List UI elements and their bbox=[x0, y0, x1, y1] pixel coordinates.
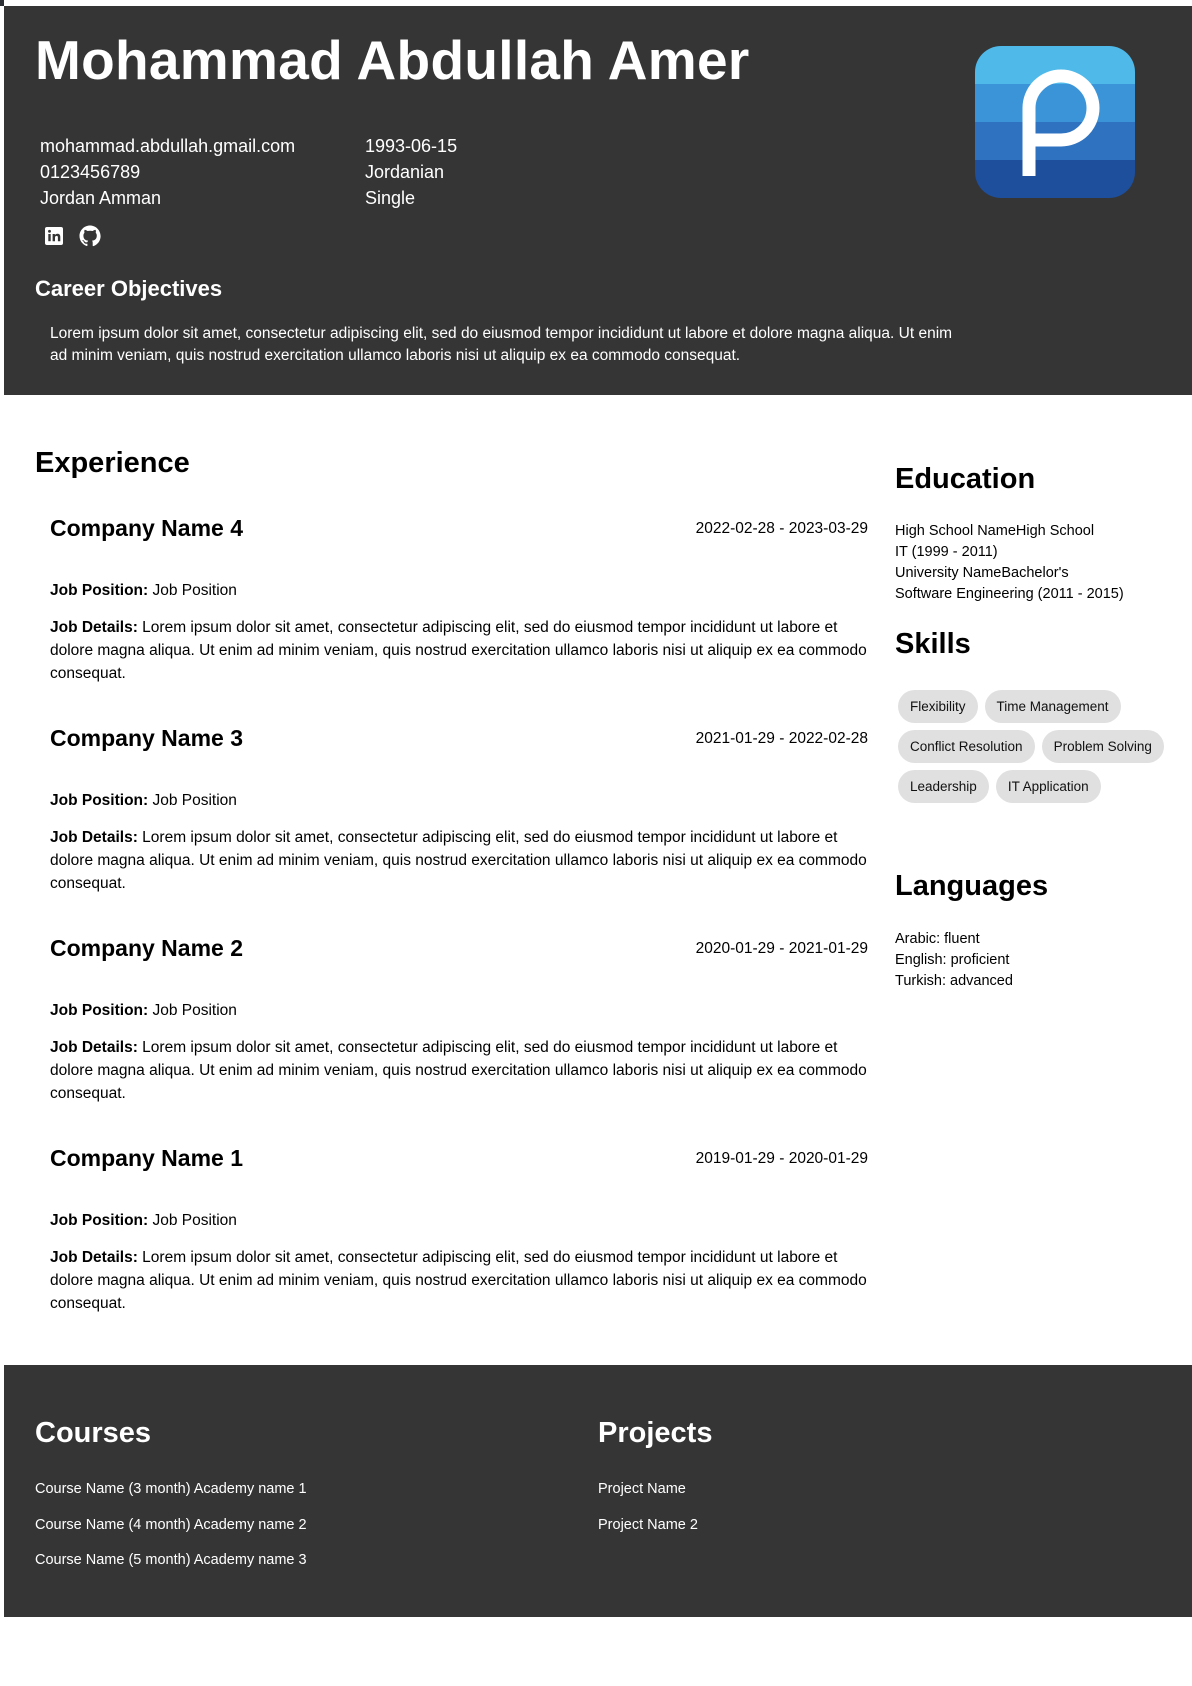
job-position bbox=[50, 1002, 237, 1020]
job-dates: 2022-02-28 - 2023-03-29 bbox=[695, 520, 868, 537]
language-item: English: proficient bbox=[895, 952, 1010, 968]
email: mohammad.abdullah.gmail.com bbox=[40, 136, 296, 156]
job-details-label: Job Details: bbox=[50, 1039, 138, 1056]
course-item: Course Name (3 month) Academy name 1 bbox=[35, 1481, 307, 1497]
project-item: Project Name 2 bbox=[598, 1516, 698, 1533]
contact-info bbox=[40, 133, 295, 211]
job-details-value: Lorem ipsum dolor sit amet, consectetur adipiscing elit, sed do eiusmod tempor incididunt ut labore et dolore magna aliqua. Ut enim ad minim veniam, quis nostrud exercitation ullamco laboris nisi ut aliquip ex ea commodo consequat. bbox=[50, 1249, 867, 1312]
job-dates: 2020-01-29 - 2021-01-29 bbox=[695, 940, 868, 957]
resume-header bbox=[4, 6, 1192, 395]
job-details-label: Job Details: bbox=[50, 619, 138, 636]
job-dates: 2019-01-29 - 2020-01-29 bbox=[695, 1150, 868, 1167]
education-list bbox=[895, 521, 1124, 605]
languages-title: Languages bbox=[895, 870, 1049, 902]
github-icon[interactable] bbox=[78, 224, 102, 248]
courses-title: Courses bbox=[35, 1417, 152, 1449]
job-position bbox=[50, 582, 237, 600]
job-position-label: Job Position: bbox=[50, 792, 149, 809]
resume-body bbox=[4, 395, 1192, 1365]
job-position-label: Job Position: bbox=[50, 582, 149, 599]
job-dates: 2021-01-29 - 2022-02-28 bbox=[695, 730, 868, 747]
nationality: Jordanian bbox=[365, 162, 445, 182]
project-item: Project Name bbox=[598, 1481, 686, 1497]
language-item: Arabic: fluent bbox=[895, 931, 980, 947]
job-position-value: Job Position bbox=[152, 582, 237, 599]
phone: 0123456789 bbox=[40, 162, 141, 182]
job-details-label: Job Details: bbox=[50, 829, 138, 846]
skills-list bbox=[898, 690, 1168, 803]
job-details bbox=[50, 616, 868, 685]
skill-chip: Problem Solving bbox=[1042, 730, 1164, 763]
career-objectives-text: Lorem ipsum dolor sit amet, consectetur adipiscing elit, sed do eiusmod tempor incididunt ut labore et dolore magna aliqua. Ut enim ad minim veniam, quis nostrud exercitation ullamco laboris nisi ut aliquip ex ea commodo consequat. bbox=[50, 325, 953, 364]
course-item: Course Name (5 month) Academy name 3 bbox=[35, 1552, 307, 1568]
company-name: Company Name 4 bbox=[50, 515, 244, 541]
education-line: High School NameHigh School bbox=[895, 523, 1095, 539]
projects-list bbox=[598, 1480, 698, 1551]
job-position bbox=[50, 1212, 237, 1230]
resume-footer bbox=[4, 1365, 1192, 1617]
social-links bbox=[42, 224, 102, 248]
language-item: Turkish: advanced bbox=[895, 973, 1013, 989]
job-details bbox=[50, 1036, 868, 1105]
job-position bbox=[50, 792, 237, 810]
course-item: Course Name (4 month) Academy name 2 bbox=[35, 1516, 307, 1533]
education-line: Software Engineering (2011 - 2015) bbox=[895, 586, 1124, 602]
job-position-label: Job Position: bbox=[50, 1002, 149, 1019]
location: Jordan Amman bbox=[40, 188, 162, 208]
job-position-value: Job Position bbox=[152, 1002, 237, 1019]
job-details-value: Lorem ipsum dolor sit amet, consectetur adipiscing elit, sed do eiusmod tempor incididunt ut labore et dolore magna aliqua. Ut enim ad minim veniam, quis nostrud exercitation ullamco laboris nisi ut aliquip ex ea commodo consequat. bbox=[50, 829, 867, 892]
education-line: IT (1999 - 2011) bbox=[895, 544, 998, 560]
company-name: Company Name 3 bbox=[50, 725, 244, 751]
birth-date: 1993-06-15 bbox=[365, 136, 458, 156]
candidate-name: Mohammad Abdullah Amer bbox=[35, 29, 750, 91]
education-title: Education bbox=[895, 463, 1036, 495]
skill-chip: Flexibility bbox=[898, 690, 978, 723]
courses-list bbox=[35, 1480, 307, 1587]
career-objectives-title: Career Objectives bbox=[35, 276, 223, 301]
company-name: Company Name 1 bbox=[50, 1145, 244, 1171]
job-details-label: Job Details: bbox=[50, 1249, 138, 1266]
job-position-label: Job Position: bbox=[50, 1212, 149, 1229]
job-details bbox=[50, 1246, 868, 1315]
marital-status: Single bbox=[365, 188, 416, 208]
personal-info bbox=[365, 133, 457, 211]
languages-list bbox=[895, 929, 1013, 992]
job-details-value: Lorem ipsum dolor sit amet, consectetur adipiscing elit, sed do eiusmod tempor incididunt ut labore et dolore magna aliqua. Ut enim ad minim veniam, quis nostrud exercitation ullamco laboris nisi ut aliquip ex ea commodo consequat. bbox=[50, 619, 867, 682]
projects-title: Projects bbox=[598, 1417, 713, 1449]
experience-title: Experience bbox=[35, 447, 190, 479]
education-line: University NameBachelor's bbox=[895, 565, 1069, 581]
skill-chip: Leadership bbox=[898, 770, 989, 803]
job-details bbox=[50, 826, 868, 895]
skill-chip: Conflict Resolution bbox=[898, 730, 1035, 763]
skill-chip: IT Application bbox=[996, 770, 1101, 803]
skills-title: Skills bbox=[895, 628, 971, 660]
skill-chip: Time Management bbox=[985, 690, 1121, 723]
job-position-value: Job Position bbox=[152, 792, 237, 809]
p-letter-logo bbox=[975, 46, 1135, 198]
job-details-value: Lorem ipsum dolor sit amet, consectetur adipiscing elit, sed do eiusmod tempor incididunt ut labore et dolore magna aliqua. Ut enim ad minim veniam, quis nostrud exercitation ullamco laboris nisi ut aliquip ex ea commodo consequat. bbox=[50, 1039, 867, 1102]
resume-page bbox=[4, 0, 1192, 1686]
linkedin-icon[interactable] bbox=[42, 224, 66, 248]
job-position-value: Job Position bbox=[152, 1212, 237, 1229]
company-name: Company Name 2 bbox=[50, 935, 244, 961]
